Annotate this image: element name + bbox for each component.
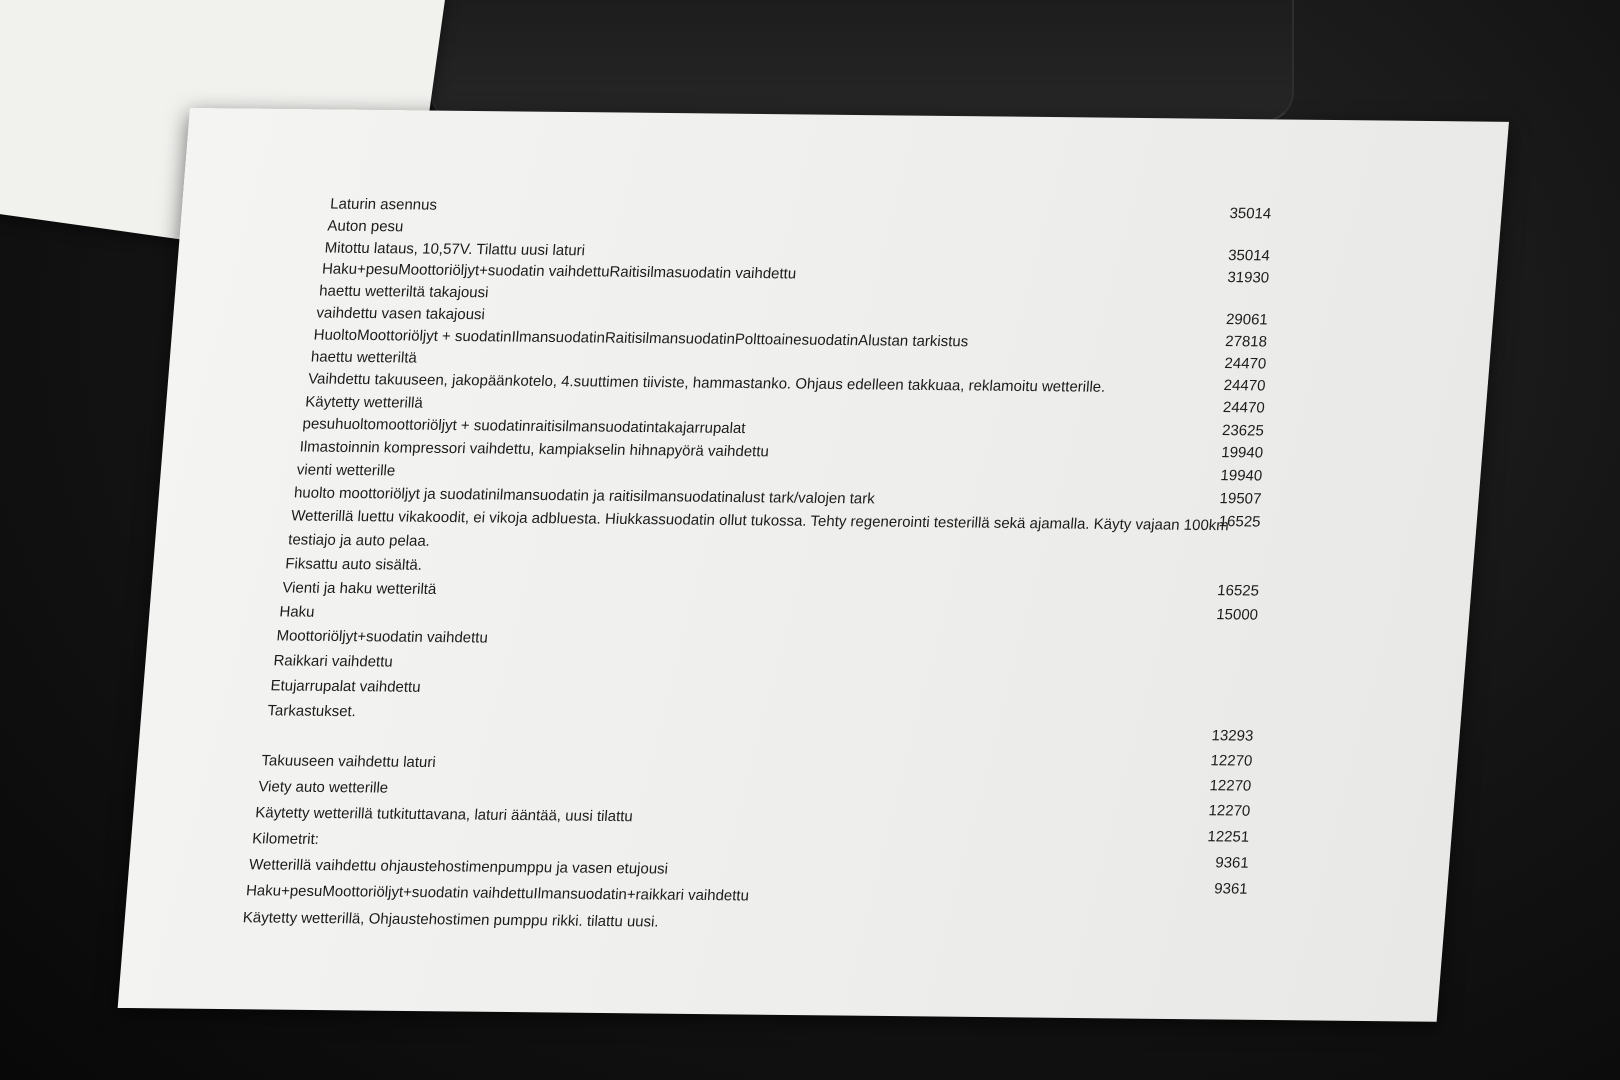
entry-line: pesuhuoltomoottoriöljyt + suodatinraitisilmansuodatintakajarrupalat (301, 415, 747, 438)
kilometer-value: 24470 (1223, 355, 1267, 373)
entry-line: Moottoriöljyt+suodatin vaihdettu (275, 627, 489, 647)
car-seat-backrest (430, 0, 1294, 122)
entry-line: Käytetty wetterillä tutkituttavana, laturi ääntää, uusi tilattu (254, 804, 634, 826)
entry-line: Käytetty wetterillä, Ohjaustehostimen pumppu rikki. tilattu uusi. (242, 909, 660, 931)
kilometer-value: 19940 (1219, 467, 1263, 485)
entry-line: vaihdettu vasen takajousi (315, 304, 486, 324)
kilometer-value: 16525 (1218, 513, 1262, 531)
kilometer-value: 35014 (1227, 246, 1271, 265)
entry-line: Käytetty wetterillä (304, 393, 424, 412)
entry-line: Raikkari vaihdettu (272, 652, 394, 671)
kilometer-value: 16525 (1216, 582, 1260, 600)
kilometer-value: 29061 (1225, 311, 1269, 329)
entry-line: Ilmastoinnin kompressori vaihdettu, kampiakselin hihnapyörä vaihdettu (299, 438, 770, 461)
entry-line: Kilometrit: (251, 830, 320, 848)
entry-line: Auton pesu (326, 217, 405, 236)
entry-line: Wetterillä luettu vikakoodit, ei vikoja adbluesta. Hiukkassuodatin ollut tukossa. Tehty regenerointi testerillä sekä ajamalla. Käyty vajaan 100km (290, 507, 1230, 535)
entry-line: Etujarrupalat vaihdettu (269, 677, 422, 696)
kilometer-value: 12270 (1208, 777, 1252, 795)
entry-line: Takuuseen vaihdettu laturi (260, 752, 437, 772)
entry-line: haettu wetteriltä takajousi (318, 282, 490, 302)
entry-line: Viety auto wetterille (257, 778, 389, 797)
kilometer-value: 31930 (1226, 268, 1270, 287)
entry-line: Haku+pesuMoottoriöljyt+suodatin vaihdettuRaitisilmasuodatin vaihdettu (321, 260, 797, 283)
kilometer-value: 12270 (1209, 752, 1253, 770)
kilometer-value: 24470 (1222, 399, 1266, 417)
entry-line: Vaihdettu takuuseen, jakopäänkotelo, 4.suuttimen tiiviste, hammastanko. Ohjaus edelleen takkuaa, reklamoitu wetterille. (307, 370, 1106, 396)
entry-line: Haku+pesuMoottoriöljyt+suodatin vaihdettuIlmansuodatin+raikkari vaihdettu (245, 882, 750, 905)
entry-line: vienti wetterille (296, 461, 396, 480)
service-log-sheet (118, 108, 1509, 1022)
entry-line: haettu wetteriltä (310, 348, 418, 367)
kilometer-value: 15000 (1215, 606, 1259, 624)
kilometer-value: 9361 (1214, 854, 1250, 872)
kilometer-value: 27818 (1224, 333, 1268, 351)
kilometer-value: 35014 (1228, 204, 1272, 223)
kilometer-value: 24470 (1223, 377, 1267, 395)
entry-line: Haku (278, 603, 316, 621)
kilometer-value: 19940 (1220, 444, 1264, 462)
entry-line: Fiksattu auto sisältä. (284, 555, 423, 574)
kilometer-value: 13293 (1210, 727, 1254, 745)
kilometer-value: 9361 (1213, 880, 1249, 898)
entry-line: huolto moottoriöljyt ja suodatinilmansuodatin ja raitisilmansuodatinalust tark/valojen tark (293, 484, 876, 508)
kilometer-value: 12270 (1207, 802, 1251, 820)
entry-line: Mitottu lataus, 10,57V. Tilattu uusi laturi (324, 239, 586, 260)
kilometer-value: 23625 (1221, 422, 1265, 440)
kilometer-value: 12251 (1206, 828, 1250, 846)
entry-line: Tarkastukset. (266, 702, 357, 721)
entry-line: HuoltoMoottoriöljyt + suodatinIlmansuodatinRaitisilmansuodatinPolttoainesuodatinAlustan tarkistus (313, 326, 969, 351)
entry-line: Wetterillä vaihdettu ohjaustehostimenpumppu ja vasen etujousi (248, 856, 669, 878)
entry-line: Vienti ja haku wetteriltä (281, 579, 437, 598)
entry-line: testiajo ja auto pelaa. (287, 531, 431, 550)
entry-line: Laturin asennus (329, 195, 438, 214)
kilometer-value: 19507 (1218, 490, 1263, 508)
